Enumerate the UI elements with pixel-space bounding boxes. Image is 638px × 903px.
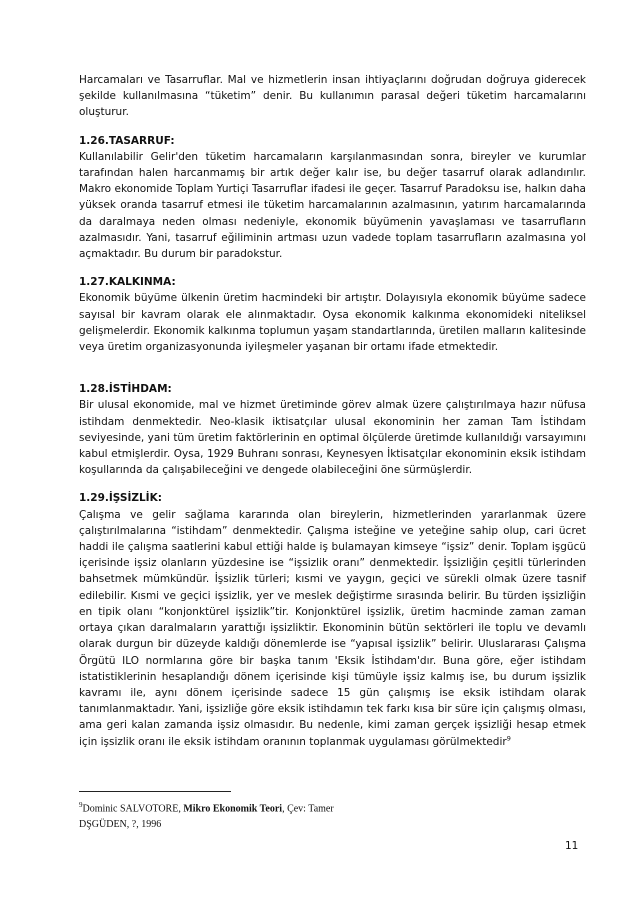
section-heading-issizlik: 1.29.İŞSİZLİK: — [79, 492, 162, 505]
footnote-reference[interactable]: 9 — [506, 734, 511, 743]
footnote-title: Mikro Ekonomik Teori — [183, 803, 283, 815]
footnote-divider — [79, 791, 231, 792]
page-number: 11 — [565, 840, 579, 852]
section-heading-tasarruf: 1.26.TASARRUF: — [79, 134, 175, 147]
footnote-translator: , Çev: Tamer — [282, 803, 334, 815]
section-text-istihdam: Bir ulusal ekonomide, mal ve hizmet üretiminde görev almak üzere çalıştırılmaya hazır nüfusa istihdam denmektedir. Neo-klasik iktisatçılar ulusal ekonominin her zaman Tam İstihdam seviyesinde, yani tüm üretim faktörlerinin en optimal ölçülerde üretimde kullanıldığı varsayımını kabul etmişlerdir. Oysa, 1929 Buhranı sonrası, Keynesyen İktisatçılar ekonominin eksik istihdam koşullarında da çalışabileceğini ve dengede olabileceğini öne sürmüşlerdir. — [79, 399, 586, 477]
section-heading-istihdam: 1.28.İSTİHDAM: — [79, 383, 172, 396]
footnote-line-1 — [79, 797, 479, 817]
section-text-issizlik-wrapper — [79, 507, 586, 750]
section-text-issizlik: Çalışma ve gelir sağlama kararında olan bireylerin, hizmetlerinden yararlanmak üzere çalıştırılmalarına “istihdam” denmektedir. Çalışma isteğine ve yeteğine sahip olup, cari ücret haddi ile çalışma saatlerini kabul ettiği halde iş bulamayan kimseye “işsiz” denir. Toplam işgücü içerisinde işsiz olanların yüzdesine ise “işsizlik oranı” denmektedir. İşsizliğin çeşitli türlerinden bahsetmek mümkündür. İşsizlik türleri; kısmi ve yaygın, geçici ve sürekli olmak üzere tasnif edilebilir. Kısmi ve geçici işsizlik, yer ve meslek değiştirme sırasında belirir. Bu türden işsizliğin en tipik olanı “konjonktürel işsizlik”tir. Konjonktürel işsizlik, üretim hacminde zaman zaman ortaya çıkan daralmaların yarattığı işsizliktir. Ekonominin bütün sektörleri ile toplu ve devamlı olarak durgun bir düzeyde kaldığı dönemlerde ise “yapısal işsizlik” belirir. Uluslararası Çalışma Örgütü ILO normlarına göre bir başka tanım 'Eksik İstihdam'dır. Buna göre, eğer istihdam istatistiklerinin hesaplandığı dönem içerisinde kişi tümüyle işsiz kalmış ise, bu durum işsizlik kavramı ile, aynı dönem içerisinde sadece 15 gün çalışmış ise eksik istihdam olarak tanımlanmaktadır. Yani, işsizliğe göre eksik istihdamın tek farkı kısa bir süre için çalışmış olması, ama geri kalan zamanda işsiz olmasıdır. Bu nedenle, kimi zaman gerçek işsizliği hesap etmek için işsizlik oranı ile eksik istihdam oranının toplanmak uygulaması görülmektedir — [79, 508, 586, 748]
page-body — [79, 72, 586, 750]
footnote-line-2: DŞGÜDEN, ?, 1996 — [79, 819, 162, 831]
footnote — [79, 797, 479, 833]
footnote-author: Dominic SALVOTORE, — [82, 803, 184, 815]
section-text-kalkinma: Ekonomik büyüme ülkenin üretim hacmindeki bir artıştır. Dolayısıyla ekonomik büyüme sadece sayısal bir kavram olarak ele alınmaktadır. Oysa ekonomik kalkınma ekonomideki niteliksel gelişmelerdir. Ekonomik kalkınma toplumun yaşam standartlarında, üretilen malların kalitesinde veya üretim organizasyonunda iyileşmeler yaşanan bir ortamı ifade etmektedir. — [79, 292, 586, 354]
section-heading-kalkinma: 1.27.KALKINMA: — [79, 276, 176, 289]
section-text-tasarruf: Kullanılabilir Gelir'den tüketim harcamaların karşılanmasından sonra, bireyler ve kurumlar tarafından halen harcanmamış bir artık değer kalır ise, bu değer tasarruf olarak adlandırılır. Makro ekonomide Toplam Yurtiçi Tasarruflar ifadesi ile geçer. Tasarruf Paradoksu ise, halkın daha yüksek oranda tasarruf etmesi ile tüketim harcamalarının azalmasının, yatırım harcamalarında da daralmaya neden olması nedeniyle, ekonomik büyümenin yavaşlaması ve tasarrufların azalmasıdır. Yani, tasarruf eğiliminin artması uzun vadede toplam tasarrufların azalmasına yol açmaktadır. Bu durum bir paradokstur. — [79, 150, 586, 261]
footnote-number: 9 — [79, 801, 83, 809]
intro-paragraph: Harcamaları ve Tasarruflar. Mal ve hizmetlerin insan ihtiyaçlarını doğrudan doğruya giderecek şekilde kullanılmasına “tüketim” denir. Bu kullanımın parasal değeri tüketim harcamalarını oluşturur. — [79, 74, 586, 119]
